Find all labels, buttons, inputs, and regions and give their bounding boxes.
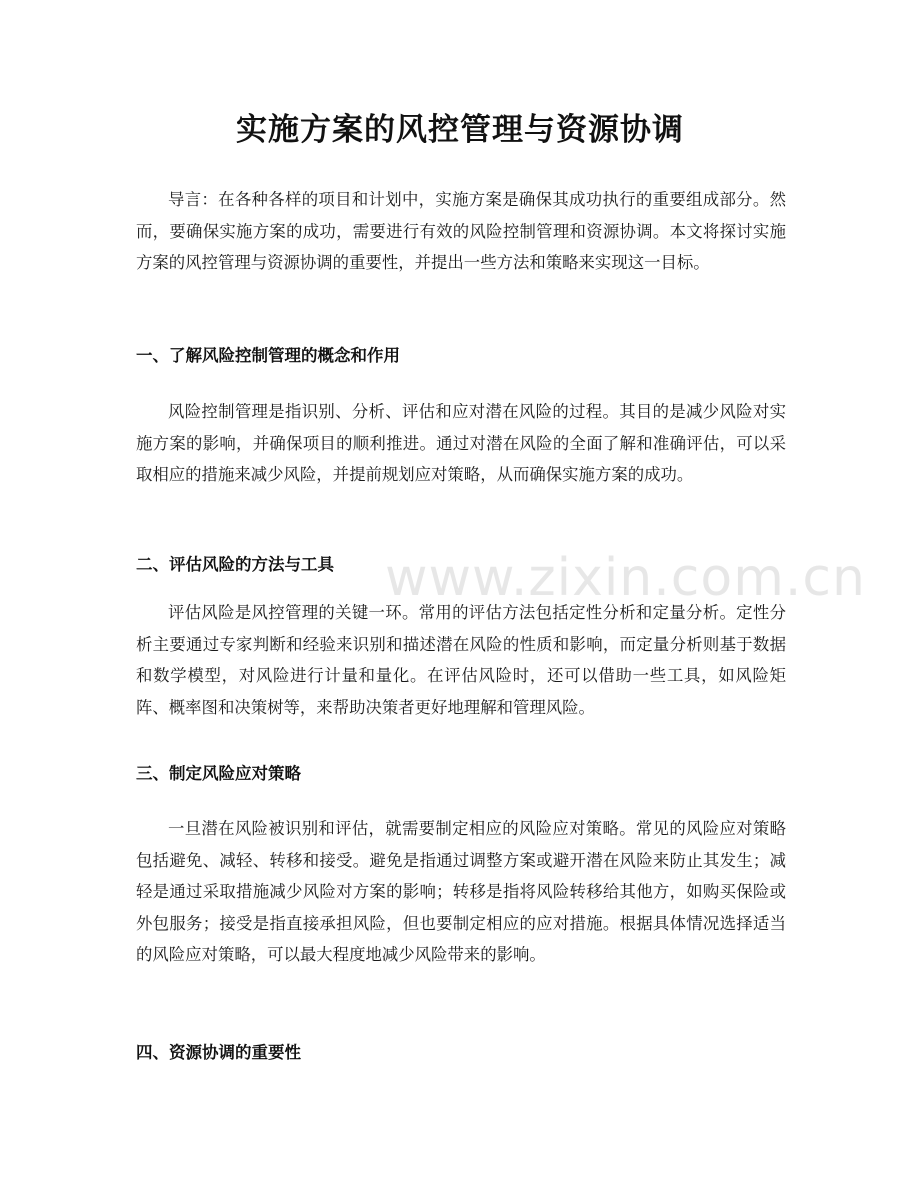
- section-heading-2: 二、评估风险的方法与工具: [136, 555, 334, 574]
- section-body-1: 风险控制管理是指识别、分析、评估和应对潜在风险的过程。其目的是减少风险对实施方案的影响，并确保项目的顺利推进。通过对潜在风险的全面了解和准确评估，可以采取相应的措施来减少风险，并提前规划应对策略，从而确保实施方案的成功。: [136, 402, 786, 484]
- watermark: www.zixin.com.cn: [385, 548, 866, 608]
- section-body-3: 一旦潜在风险被识别和评估，就需要制定相应的风险应对策略。常见的风险应对策略包括避免、减轻、转移和接受。避免是指通过调整方案或避开潜在风险来防止其发生；减轻是通过采取措施减少风险对方案的影响；转移是指将风险转移给其他方，如购买保险或外包服务；接受是指直接承担风险，但也要制定相应的应对措施。根据具体情况选择适当的风险应对策略，可以最大程度地减少风险带来的影响。: [136, 819, 786, 964]
- document-title: 实施方案的风控管理与资源协调: [236, 112, 684, 148]
- section-heading-4: 四、资源协调的重要性: [136, 1043, 301, 1062]
- intro-paragraph: 导言：在各种各样的项目和计划中，实施方案是确保其成功执行的重要组成部分。然而，要确保实施方案的成功，需要进行有效的风险控制管理和资源协调。本文将探讨实施方案的风控管理与资源协调的重要性，并提出一些方法和策略来实现这一目标。: [136, 190, 786, 272]
- section-heading-1: 一、了解风险控制管理的概念和作用: [136, 346, 400, 365]
- section-body-2: 评估风险是风控管理的关键一环。常用的评估方法包括定性分析和定量分析。定性分析主要通过专家判断和经验来识别和描述潜在风险的性质和影响，而定量分析则基于数据和数学模型，对风险进行计量和量化。在评估风险时，还可以借助一些工具，如风险矩阵、概率图和决策树等，来帮助决策者更好地理解和管理风险。: [136, 603, 786, 717]
- section-heading-3: 三、制定风险应对策略: [136, 764, 301, 783]
